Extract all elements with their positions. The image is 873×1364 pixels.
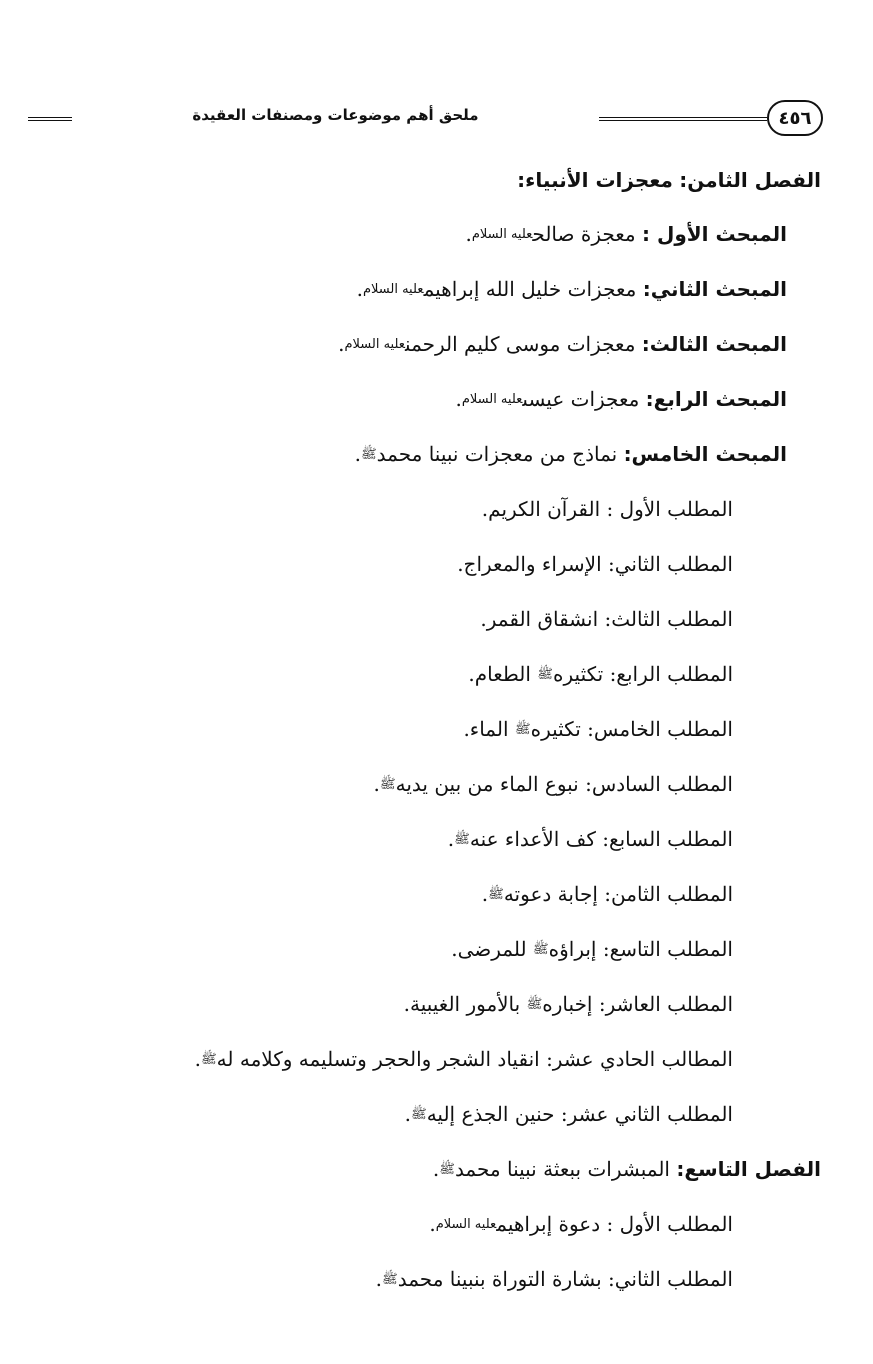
subsection-item: المطلب الرابع: تكثيرهﷺ الطعام. xyxy=(468,662,733,686)
subsection-item: المطلب السابع: كف الأعداء عنهﷺ. xyxy=(447,827,733,851)
subsection-item: المطلب الثاني: بشارة التوراة بنبينا محمدﷺ. xyxy=(375,1267,733,1291)
chapter-heading: الفصل الثامن: معجزات الأنبياء: xyxy=(517,168,821,192)
section-heading: المبحث الأول : معجزة صالحعليه السلام. xyxy=(465,222,787,246)
page-number: ٤٥٦ xyxy=(767,100,823,136)
header-rule-left xyxy=(28,117,72,121)
subsection-item: المطلب الثامن: إجابة دعوتهﷺ. xyxy=(481,882,733,906)
section-heading: المبحث الخامس: نماذج من معجزات نبينا محمدﷺ. xyxy=(354,442,787,466)
header-rule-right xyxy=(599,117,767,121)
running-header xyxy=(28,100,823,140)
subsection-item: المطلب السادس: نبوع الماء من بين يديهﷺ. xyxy=(373,772,733,796)
section-heading: المبحث الثاني: معجزات خليل الله إبراهيمعليه السلام. xyxy=(356,277,787,301)
subsection-item: المطلب الثالث: انشقاق القمر. xyxy=(480,607,733,631)
chapter-heading: الفصل التاسع: المبشرات ببعثة نبينا محمدﷺ. xyxy=(432,1157,821,1181)
subsection-item: المطالب الحادي عشر: انقياد الشجر والحجر وتسليمه وكلامه لهﷺ. xyxy=(194,1047,733,1071)
subsection-item: المطلب الثاني: الإسراء والمعراج. xyxy=(457,552,733,576)
subsection-item: المطلب الثاني عشر: حنين الجذع إليهﷺ. xyxy=(404,1102,733,1126)
subsection-item: المطلب العاشر: إخبارهﷺ بالأمور الغيبية. xyxy=(403,992,733,1016)
running-title: ملحق أهم موضوعات ومصنفات العقيدة xyxy=(192,106,479,124)
section-heading: المبحث الثالث: معجزات موسى كليم الرحمنعليه السلام. xyxy=(338,332,787,356)
subsection-item: المطلب الأول : القرآن الكريم. xyxy=(481,497,733,521)
subsection-item: المطلب التاسع: إبراؤهﷺ للمرضى. xyxy=(451,937,733,961)
subsection-item: المطلب الأول : دعوة إبراهيمعليه السلام. xyxy=(429,1212,733,1236)
section-heading: المبحث الرابع: معجزات عيسىعليه السلام. xyxy=(455,387,787,411)
subsection-item: المطلب الخامس: تكثيرهﷺ الماء. xyxy=(463,717,733,741)
